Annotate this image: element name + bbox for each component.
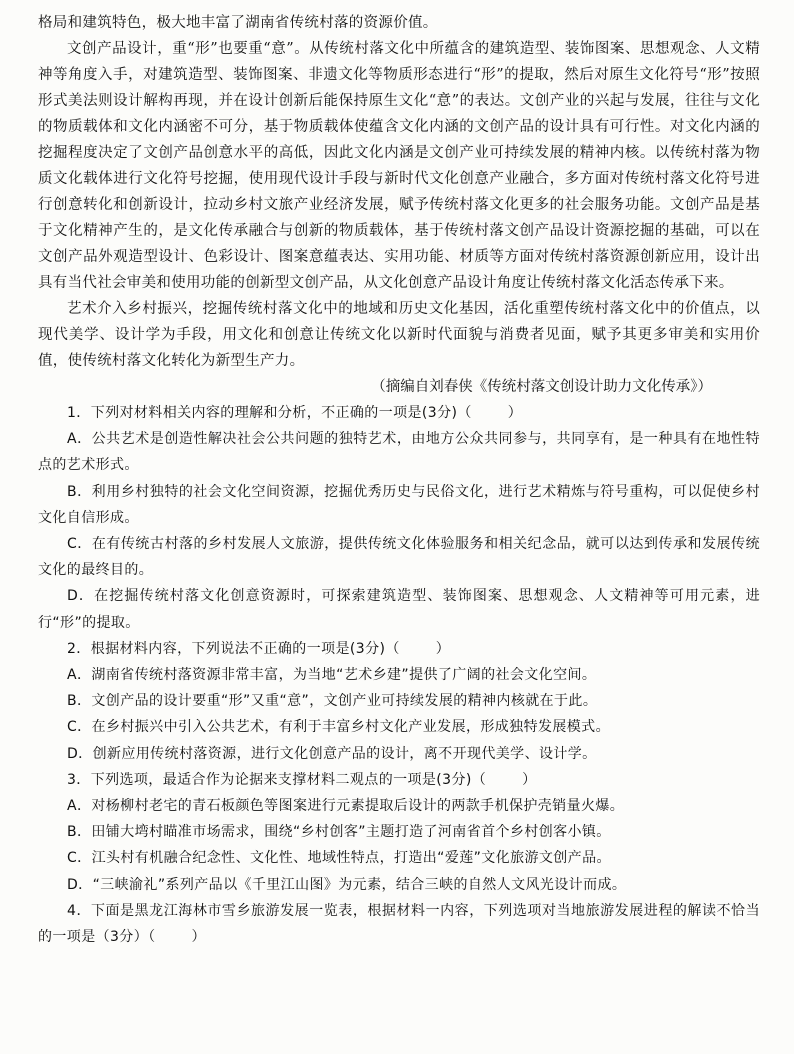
question-4-stem <box>38 898 760 950</box>
question-2-stem-text: 2．根据材料内容，下列说法不正确的一项是(3分)（ <box>67 640 400 657</box>
question-4-stem-end: ） <box>191 929 206 946</box>
question-3-option-d: D．“三峡渝礼”系列产品以《千里江山图》为元素，结合三峡的自然人文风光设计而成。 <box>67 876 627 893</box>
question-3-option-b: B．田铺大塆村瞄准市场需求，围绕“乡村创客”主题打造了河南省首个乡村创客小镇。 <box>67 824 611 841</box>
question-1-stem-text: 1．下列对材料相关内容的理解和分析，不正确的一项是(3分)（ <box>67 405 472 421</box>
question-3-option-c: C．江头村有机融合纪念性、文化性、地域性特点，打造出“爱莲”文化旅游文创产品。 <box>67 850 611 867</box>
question-1-option-b: B．利用乡村独特的社会文化空间资源，挖掘优秀历史与民俗文化，进行艺术精炼与符号重构，可以促使乡村文化自信形成。 <box>38 483 760 526</box>
question-2-stem <box>38 636 760 662</box>
question-1-option-c: C．在有传统古村落的乡村发展人文旅游，提供传统文化体验服务和相关纪念品，就可以达到传承和发展传统文化的最终目的。 <box>38 536 760 579</box>
passage-source: （摘编自刘春侠《传统村落文创设计助力文化传承》） <box>371 379 712 395</box>
question-1-option-a: A．公共艺术是创造性解决社会公共问题的独特艺术，由地方公众共同参与，共同享有，是一种具有在地性特点的艺术形式。 <box>38 431 760 474</box>
question-1-stem-end: ） <box>507 405 523 421</box>
passage-paragraph-3: 艺术介入乡村振兴，挖掘传统村落文化中的地域和历史文化基因，活化重塑传统村落文化中的价值点，以现代美学、设计学为手段，用文化和创意让传统文化以新时代面貌与消费者见面，赋予其更多审美和实用价值，使传统村落文化转化为新型生产力。 <box>38 301 760 369</box>
question-3-stem-end: ） <box>522 771 537 788</box>
question-3-stem-text: 3．下列选项，最适合作为论据来支撑材料二观点的一项是(3分)（ <box>67 771 487 788</box>
question-2-option-b: B．文创产品的设计要重“形”又重“意”，文创产业可持续发展的精神内核就在于此。 <box>67 693 598 710</box>
question-2-option-c: C．在乡村振兴中引入公共艺术，有利于丰富乡村文化产业发展，形成独特发展模式。 <box>67 719 610 736</box>
question-4-stem-text: 4．下面是黑龙江海林市雪乡旅游发展一览表，根据材料一内容，下列选项对当地旅游发展进程的解读不恰当的一项是（3分）（ <box>38 902 760 946</box>
question-2-option-d: D．创新应用传统村落资源，进行文化创意产品的设计，离不开现代美学、设计学。 <box>67 745 597 762</box>
question-2-option-a: A．湖南省传统村落资源非常丰富，为当地“艺术乡建”提供了广阔的社会文化空间。 <box>67 667 597 684</box>
question-3-option-a: A．对杨柳村老宅的青石板颜色等图案进行元素提取后设计的两款手机保护壳销量火爆。 <box>67 798 625 815</box>
passage-paragraph-2: 文创产品设计，重“形”也要重“意”。从传统村落文化中所蕴含的建筑造型、装饰图案、思想观念、人文精神等角度入手，对建筑造型、装饰图案、非遗文化等物质形态进行“形”的提取，然后对原生文化符号“形”按照形式美法则设计解构再现，并在设计创新后能保持原生文化“意”的表达。文创产业的兴起与发展，往往与文化的物质载体和文化内涵密不可分，基于物质载体使蕴含文化内涵的文创产品的设计具有可行性。对文化内涵的挖掘程度决定了文创产品创意水平的高低，因此文化内涵是文创产业可持续发展的精神内核。以传统村落为物质文化载体进行文化符号挖掘，使用现代设计手段与新时代文化创意产业融合，多方面对传统村落文化符号进行创意转化和创新设计，拉动乡村文旅产业经济发展，赋予传统村落文化更多的社会服务功能。文创产品是基于文化精神产生的，是文化传承融合与创新的物质载体，基于传统村落文创产品设计资源挖掘的基础，可以在文创产品外观造型设计、色彩设计、图案意蕴表达、实用功能、材质等方面对传统村落资源创新应用，设计出具有当代社会审美和使用功能的创新型文创产品，从文化创意产品设计角度让传统村落文化活态传承下来。 <box>38 41 760 291</box>
question-2-stem-end: ） <box>435 640 451 657</box>
question-1-stem <box>38 400 760 426</box>
question-1-option-d: D．在挖掘传统村落文化创意资源时，可探索建筑造型、装饰图案、思想观念、人文精神等可用元素，进行“形”的提取。 <box>38 588 760 631</box>
question-3-stem <box>38 767 760 793</box>
page-content <box>38 10 760 950</box>
passage-paragraph-1: 格局和建筑特色，极大地丰富了湖南省传统村落的资源价值。 <box>38 15 438 31</box>
